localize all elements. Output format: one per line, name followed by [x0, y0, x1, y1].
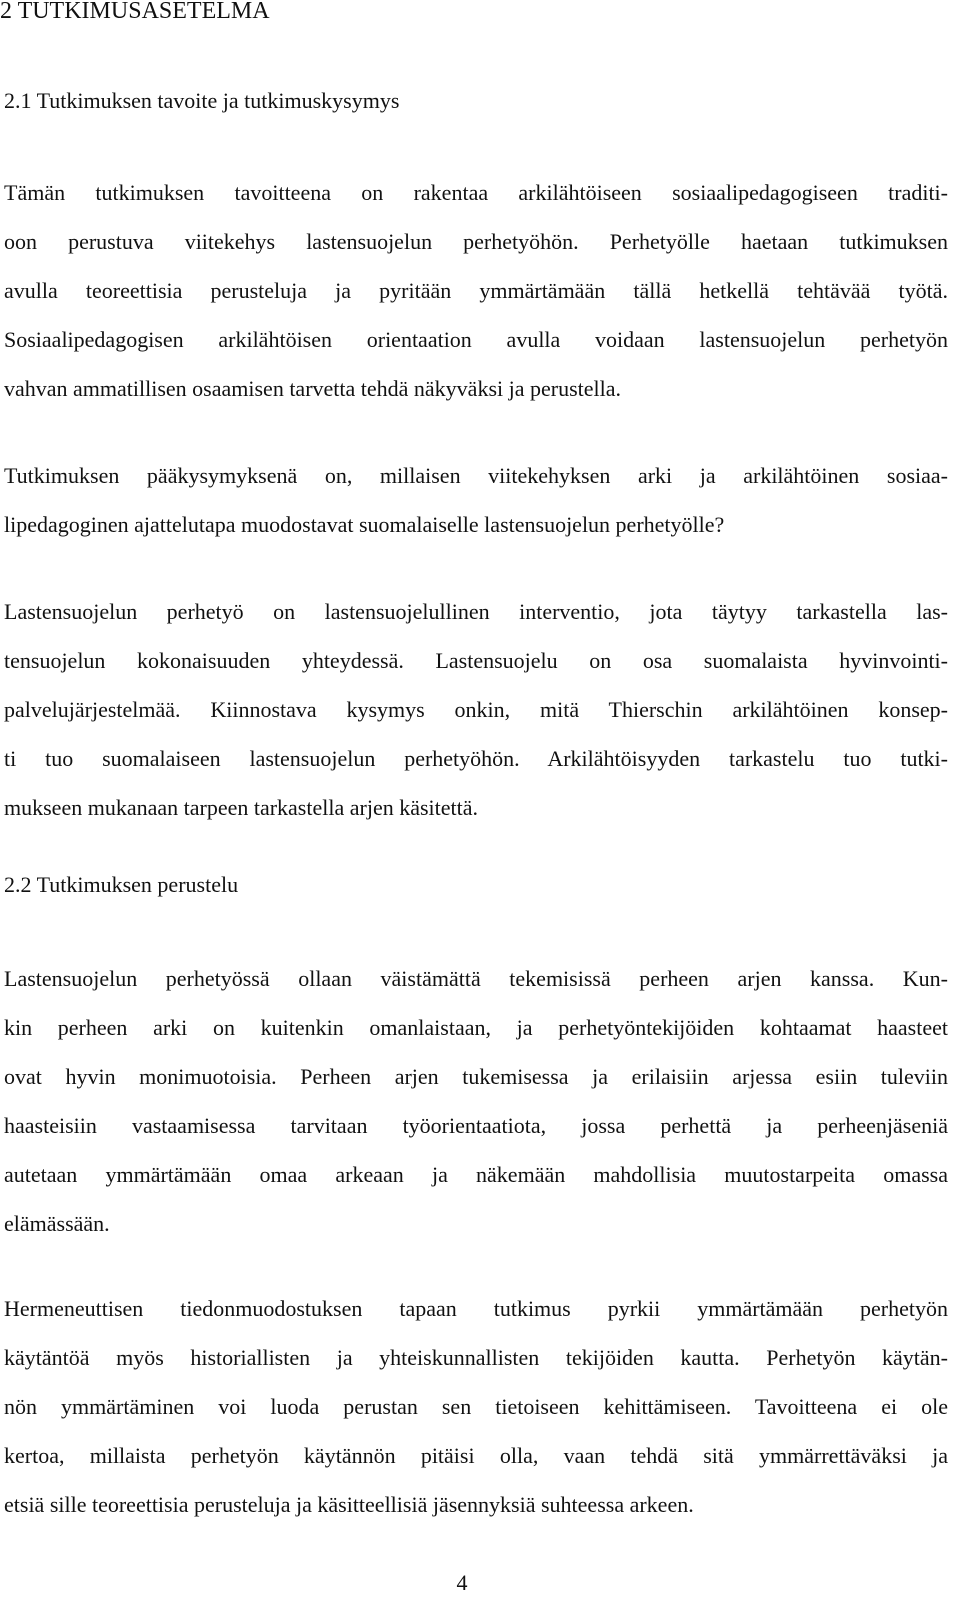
text-line: haasteisiin vastaamisessa tarvitaan työorientaatiota, jossa perhettä ja perheenjäseniä [4, 1113, 948, 1138]
text-line: Sosiaalipedagogisen arkilähtöisen orientaation avulla voidaan lastensuojelun perhetyön [4, 327, 948, 352]
text-line: elämässään. [4, 1211, 110, 1236]
text-line: Lastensuojelun perhetyö on lastensuojelullinen interventio, jota täytyy tarkastella las- [4, 599, 948, 624]
text-line: etsiä sille teoreettisia perusteluja ja käsitteellisiä jäsennyksiä suhteessa arkeen. [4, 1492, 694, 1517]
text-line: autetaan ymmärtämään omaa arkeaan ja näkemään mahdollisia muutostarpeita omassa [4, 1162, 948, 1187]
paragraph-hermeneutic [4, 1284, 948, 1529]
text-line: palvelujärjestelmää. Kiinnostava kysymys onkin, mitä Thierschin arkilähtöinen konsep- [4, 697, 948, 722]
chapter-heading: 2 TUTKIMUSASETELMA [0, 0, 270, 24]
text-line: Tämän tutkimuksen tavoitteena on rakentaa arkilähtöiseen sosiaalipedagogiseen traditi- [4, 180, 948, 205]
text-line: Lastensuojelun perhetyössä ollaan väistämättä tekemisissä perheen arjen kanssa. Kun- [4, 966, 948, 991]
text-line: lipedagoginen ajattelutapa muodostavat suomalaiselle lastensuojelun perhetyölle? [4, 512, 725, 537]
paragraph-child-protection [4, 587, 948, 832]
paragraph-main-question [4, 451, 948, 549]
paragraph-justification [4, 954, 948, 1248]
section-heading-2-1: 2.1 Tutkimuksen tavoite ja tutkimuskysymys [4, 88, 400, 113]
text-line: mukseen mukanaan tarpeen tarkastella arjen käsitettä. [4, 795, 479, 820]
text-line: ti tuo suomalaiseen lastensuojelun perhetyöhön. Arkilähtöisyyden tarkastelu tuo tutki- [4, 746, 948, 771]
text-line: avulla teoreettisia perusteluja ja pyritään ymmärtämään tällä hetkellä tehtävää työtä. [4, 278, 948, 303]
text-line: vahvan ammatillisen osaamisen tarvetta tehdä näkyväksi ja perustella. [4, 376, 622, 401]
text-line: Tutkimuksen pääkysymyksenä on, millaisen viitekehyksen arki ja arkilähtöinen sosiaa- [4, 463, 948, 488]
text-line: tensuojelun kokonaisuuden yhteydessä. Lastensuojelu on osa suomalaista hyvinvointi- [4, 648, 948, 673]
text-line: ovat hyvin monimuotoisia. Perheen arjen tukemisessa ja erilaisiin arjessa esiin tuleviin [4, 1064, 948, 1089]
text-line: kin perheen arki on kuitenkin omanlaistaan, ja perhetyöntekijöiden kohtaamat haasteet [4, 1015, 948, 1040]
text-line: oon perustuva viitekehys lastensuojelun perhetyöhön. Perhetyölle haetaan tutkimuksen [4, 229, 948, 254]
text-line: kertoa, millaista perhetyön käytännön pitäisi olla, vaan tehdä sitä ymmärrettäväksi ja [4, 1443, 948, 1468]
text-line: Hermeneuttisen tiedonmuodostuksen tapaan tutkimus pyrkii ymmärtämään perhetyön [4, 1296, 948, 1321]
text-line: nön ymmärtäminen voi luoda perustan sen tietoiseen kehittämiseen. Tavoitteena ei ole [4, 1394, 948, 1419]
text-line: käytäntöä myös historiallisten ja yhteiskunnallisten tekijöiden kautta. Perhetyön käytän- [4, 1345, 948, 1370]
paragraph-research-goal [4, 168, 948, 413]
section-heading-2-2: 2.2 Tutkimuksen perustelu [4, 872, 239, 897]
page-number: 4 [456, 1570, 468, 1595]
